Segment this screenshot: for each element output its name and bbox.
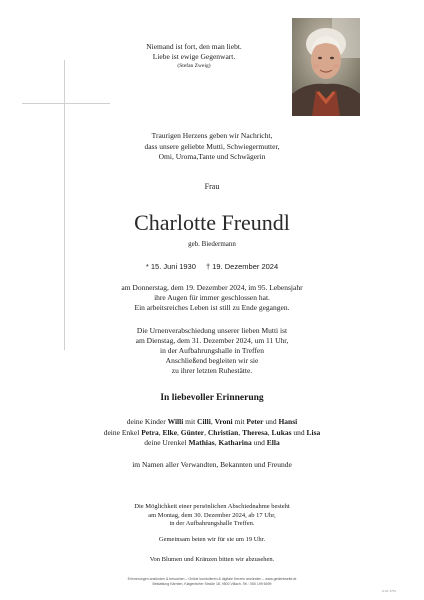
farewell-line-3: in der Aufbahrungshalle Treffen. xyxy=(169,520,255,527)
child-name: Vroni xyxy=(214,417,233,426)
footer-line-1: Erinnerungen anzünden & besuchen – Online kondolieren & digitale Kerzen anzünden – www.gedenkseite.at xyxy=(127,577,297,581)
passing-line-2: ihre Augen für immer geschlossen hat. xyxy=(154,293,270,302)
family-list xyxy=(36,417,388,449)
relatives-line: im Namen aller Verwandten, Bekannten und Freunde xyxy=(132,460,292,469)
grandchild-name: Lukas xyxy=(271,427,292,437)
connector: mit xyxy=(234,417,245,426)
grandchild-name: Elke xyxy=(162,427,178,437)
deceased-name: Charlotte Freundl xyxy=(134,210,290,235)
prayer-service: Gemeinsam beten wir für sie um 19 Uhr. xyxy=(158,536,266,543)
connector: und xyxy=(293,427,305,437)
children-prefix: deine Kinder xyxy=(126,417,166,426)
birth-date: * 15. Juni 1930 xyxy=(145,262,196,271)
urn-line-2: am Dienstag, dem 31. Dezember 2024, um 11 Uhr, xyxy=(135,336,289,345)
quote-source: (Stefan Zweig) xyxy=(177,63,211,69)
intro-line-1: Traurigen Herzens geben wir Nachricht, xyxy=(151,131,273,140)
farewell-line-1: Die Möglichkeit einer persönlichen Abschiednahme besteht xyxy=(134,503,290,510)
grandchild-name: Günter xyxy=(180,427,205,437)
intro-text xyxy=(80,131,344,163)
urn-line-3: in der Aufbahrungshalle in Treffen xyxy=(159,346,264,355)
quote-line-1: Niemand ist fort, den man liebt. xyxy=(146,42,242,51)
flowers-note: Von Blumen und Kränzen bitten wir abzusehen. xyxy=(149,556,275,563)
grandchild-name: Theresa xyxy=(242,427,268,437)
connector: , xyxy=(210,417,213,426)
grandchild-name: Christian xyxy=(207,427,239,437)
passing-notice xyxy=(80,283,344,313)
partner-name: Cilli xyxy=(197,417,211,426)
cross-horizontal-line xyxy=(22,103,110,104)
urn-line-4: Anschließend begleiten wir sie xyxy=(165,356,259,365)
footer-line-2: Bestattung Kärnten, Klagenfurter Straße 18, 9500 Villach, Tel.: 050 199 6699 xyxy=(152,582,272,586)
maiden-name: geb. Biedermann xyxy=(188,240,236,248)
grandchildren-prefix: deine Enkel xyxy=(103,427,140,437)
great-grandchild-name: Mathias xyxy=(188,438,215,447)
urn-line-1: Die Urnenverabschiedung unserer lieben Mutti ist xyxy=(136,326,288,335)
farewell-line-2: am Montag, dem 30. Dezember 2024, ab 17 Uhr, xyxy=(148,511,276,519)
urn-line-5: zu ihrer letzten Ruhestätte. xyxy=(171,366,253,375)
great-grandchildren-line: deine Urenkel Mathias, Katharina und Ella xyxy=(144,438,280,447)
great-grandchildren-prefix: deine Urenkel xyxy=(144,438,187,447)
child-name: Hansi xyxy=(278,417,298,426)
connector: und xyxy=(253,438,265,447)
passing-line-3: Ein arbeitsreiches Leben ist still zu Ende gegangen. xyxy=(134,303,290,312)
grandchild-name: Petra xyxy=(141,427,159,437)
child-name: Willi xyxy=(167,417,184,426)
quote-line-2: Liebe ist ewige Gegenwart. xyxy=(152,52,236,61)
document-id: id 81 4750 xyxy=(382,589,397,593)
children-line xyxy=(36,417,388,428)
portrait-photo xyxy=(292,18,360,116)
great-grandchild-name: Ella xyxy=(266,438,280,447)
life-dates xyxy=(80,262,344,271)
passing-line-1: am Donnerstag, dem 19. Dezember 2024, im 95. Lebensjahr xyxy=(121,283,303,292)
salutation: Frau xyxy=(204,182,220,191)
partner-name: Peter xyxy=(246,417,264,426)
memory-heading: In liebevoller Erinnerung xyxy=(160,393,264,403)
great-grandchild-name: Katharina xyxy=(218,438,252,447)
footer xyxy=(100,577,324,587)
urn-ceremony xyxy=(80,326,344,376)
connector: und xyxy=(265,417,277,426)
intro-line-2: dass unsere geliebte Mutti, Schwiegermutter, xyxy=(144,141,280,151)
quote-block xyxy=(110,42,278,70)
intro-line-3: Omi, Uroma,Tante und Schwägerin xyxy=(158,152,266,161)
grandchildren-line: deine Enkel Petra, Elke, Günter, Christian, Theresa, Lukas und Lisa xyxy=(103,427,321,437)
grandchild-name: Lisa xyxy=(306,427,321,437)
connector: mit xyxy=(185,417,196,426)
death-date: † 19. Dezember 2024 xyxy=(206,262,279,271)
farewell-info xyxy=(80,503,344,529)
